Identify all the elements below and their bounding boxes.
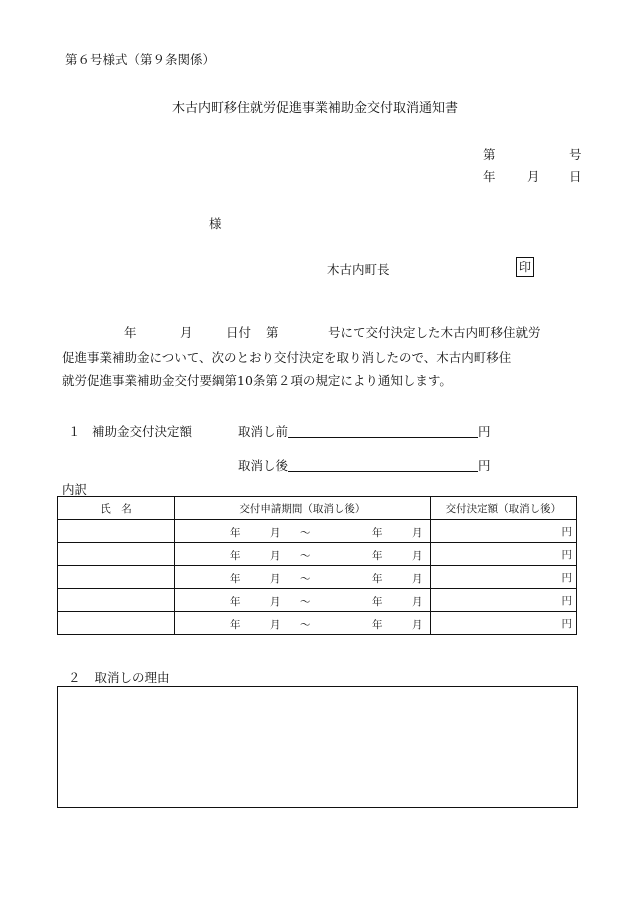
reason-box[interactable] [57, 686, 578, 808]
period-tilde: ～ [299, 573, 311, 585]
amount-before-yen: 円 [478, 424, 491, 439]
amount-yen: 円 [561, 571, 572, 584]
period-end-year: 年 [371, 550, 383, 562]
period-end-month: 月 [411, 596, 423, 608]
amount-after-row [238, 456, 491, 474]
amount-yen: 円 [561, 525, 572, 538]
section2-label: 取消しの理由 [94, 670, 170, 685]
period-start-year: 年 [229, 619, 241, 631]
amount-yen: 円 [561, 617, 572, 630]
amount-after-yen: 円 [478, 458, 491, 473]
date-month-label: 月 [527, 169, 540, 184]
date-day-label: 日 [569, 169, 582, 184]
form-number: 第６号様式（第９条関係） [65, 52, 216, 67]
table-row [58, 543, 577, 566]
body-text [62, 346, 582, 392]
period-end-year: 年 [371, 527, 383, 539]
period-end-month: 月 [411, 527, 423, 539]
name-cell[interactable] [58, 543, 175, 566]
period-start-year: 年 [229, 596, 241, 608]
period-cell[interactable] [174, 566, 430, 589]
period-tilde: ～ [299, 527, 311, 539]
period-start-year: 年 [229, 550, 241, 562]
amount-cell[interactable] [430, 589, 576, 612]
period-cell[interactable] [174, 543, 430, 566]
amount-yen: 円 [561, 548, 572, 561]
header-period: 交付申請期間（取消し後） [174, 497, 430, 520]
period-start-month: 月 [269, 527, 281, 539]
amount-before-field[interactable] [288, 423, 478, 438]
body-line1-part: 日付 [226, 325, 252, 340]
name-cell[interactable] [58, 612, 175, 635]
header-name: 氏 名 [58, 497, 175, 520]
amount-before-row [238, 422, 491, 440]
section1-number: １ [68, 424, 81, 439]
period-tilde: ～ [299, 550, 311, 562]
period-start-year: 年 [229, 527, 241, 539]
name-cell[interactable] [58, 520, 175, 543]
body-line1-part: 号にて交付決定した木古内町移住就労 [328, 325, 541, 340]
table-body [58, 520, 577, 635]
amount-cell[interactable] [430, 520, 576, 543]
document-title: 木古内町移住就労促進事業補助金交付取消通知書 [171, 101, 458, 116]
amount-cell[interactable] [430, 543, 576, 566]
breakdown-label: 内訳 [62, 482, 88, 497]
period-end-year: 年 [371, 596, 383, 608]
section2-number: ２ [68, 670, 81, 685]
body-line1-part: 月 [180, 325, 193, 340]
table-row [58, 566, 577, 589]
period-cell[interactable] [174, 612, 430, 635]
amount-cell[interactable] [430, 612, 576, 635]
header-amount: 交付決定額（取消し後） [430, 497, 576, 520]
period-start-month: 月 [269, 550, 281, 562]
table-row [58, 520, 577, 543]
period-start-month: 月 [269, 596, 281, 608]
amount-before-label: 取消し前 [238, 424, 289, 439]
doc-number-prefix: 第 [483, 147, 496, 162]
name-cell[interactable] [58, 589, 175, 612]
body-line1-part: 第 [266, 325, 279, 340]
period-start-month: 月 [269, 573, 281, 585]
body-line-2: 促進事業補助金について、次のとおり交付決定を取り消したので、木古内町移住 [62, 350, 512, 365]
name-cell[interactable] [58, 566, 175, 589]
issuer-name: 木古内町長 [327, 262, 390, 277]
period-start-month: 月 [269, 619, 281, 631]
recipient-suffix: 様 [209, 216, 222, 231]
period-tilde: ～ [299, 596, 311, 608]
period-end-year: 年 [371, 619, 383, 631]
period-end-year: 年 [371, 573, 383, 585]
amount-yen: 円 [561, 594, 572, 607]
doc-number-suffix: 号 [569, 147, 582, 162]
period-end-month: 月 [411, 573, 423, 585]
body-line-3: 就労促進事業補助金交付要綱第10条第２項の規定により通知します。 [62, 373, 452, 388]
section2-row [68, 668, 170, 686]
period-cell[interactable] [174, 520, 430, 543]
body-line1-part: 年 [124, 325, 137, 340]
table-header-row [58, 497, 577, 520]
period-end-month: 月 [411, 619, 423, 631]
table-row [58, 589, 577, 612]
amount-after-field[interactable] [288, 457, 478, 472]
amount-after-label: 取消し後 [238, 458, 289, 473]
period-cell[interactable] [174, 589, 430, 612]
period-end-month: 月 [411, 550, 423, 562]
section1-label: 補助金交付決定額 [92, 424, 193, 439]
table-row [58, 612, 577, 635]
date-year-label: 年 [483, 169, 496, 184]
seal-mark: 印 [516, 257, 534, 277]
period-start-year: 年 [229, 573, 241, 585]
breakdown-table [57, 496, 577, 635]
amount-cell[interactable] [430, 566, 576, 589]
period-tilde: ～ [299, 619, 311, 631]
